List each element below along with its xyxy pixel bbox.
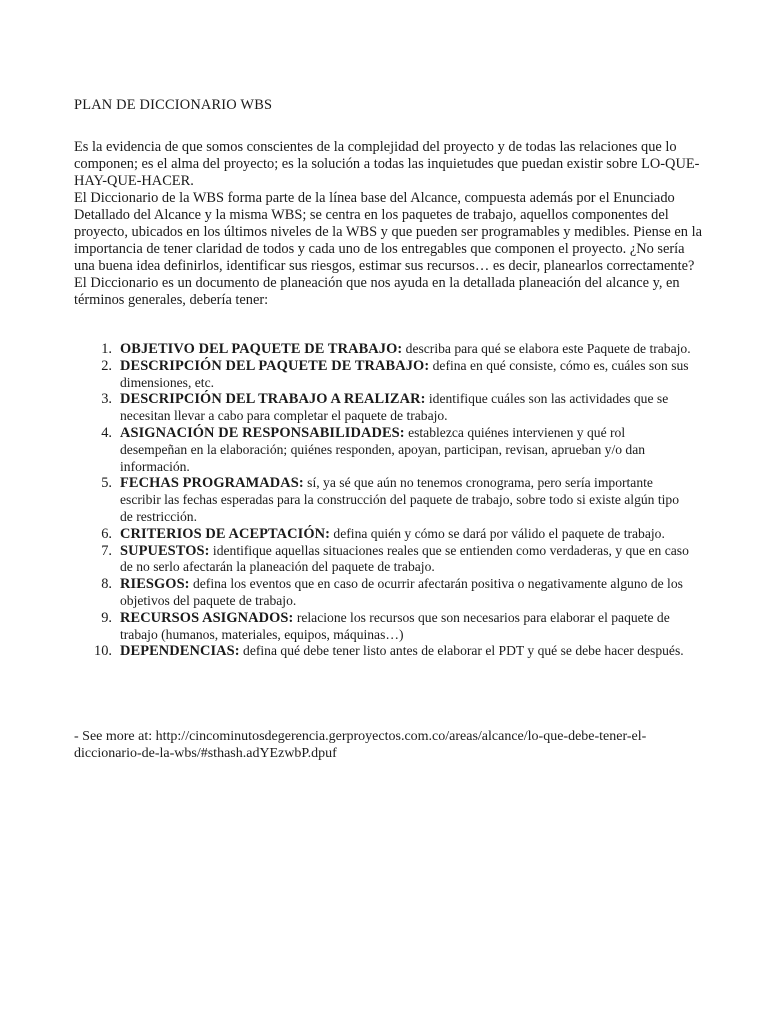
list-item-text: establezca quiénes intervienen y qué rol desempeñan en la elaboración; quiénes responden, apoyan, participan, revisan, aprueban y/o dan información. bbox=[120, 424, 646, 474]
list-item-number: 7. bbox=[101, 542, 112, 559]
list-item bbox=[74, 475, 694, 525]
list-item-heading: FECHAS PROGRAMADAS: bbox=[120, 475, 304, 492]
list-item-number: 2. bbox=[101, 357, 112, 374]
list-item bbox=[74, 610, 694, 644]
list-item bbox=[74, 576, 694, 610]
requirements-list bbox=[74, 341, 694, 660]
list-item bbox=[74, 526, 694, 543]
list-item-number: 6. bbox=[101, 525, 112, 542]
list-item-number: 9. bbox=[101, 609, 112, 626]
list-item-number: 8. bbox=[101, 576, 112, 593]
intro-paragraph: El Diccionario de la WBS forma parte de la línea base del Alcance, compuesta además por el Enunciado Detallado del Alcance y la misma WBS; se centra en los paquetes de trabajo, aquellos componentes del proyecto, ubicados en los últimos niveles de la WBS y que pueden ser programables y medibles. Piense en la importancia de tener claridad de todos y cada uno de los entregables que componen el proyecto. ¿No sería una buena idea definirlos, identificar sus riesgos, estimar sus recursos… es decir, planearlos correctamente? bbox=[74, 190, 702, 274]
list-item-heading: DESCRIPCIÓN DEL PAQUETE DE TRABAJO: bbox=[120, 357, 430, 374]
list-item-number: 10. bbox=[94, 643, 112, 660]
list-item-text: sí, ya sé que aún no tenemos cronograma, pero sería importante escribir las fechas esperadas para la construcción del paquete de trabajo, sobre todo si existe algún tipo de restricción. bbox=[120, 475, 680, 524]
list-item-text: describa para qué se elabora este Paquete de trabajo. bbox=[402, 341, 691, 356]
document-title: PLAN DE DICCIONARIO WBS bbox=[74, 97, 273, 113]
list-item-text: defina quién y cómo se dará por válido el paquete de trabajo. bbox=[330, 525, 665, 541]
list-item-text: identifique aquellas situaciones reales que se entienden como verdaderas, y que en caso de no serlo afectarán la planeación del paquete de trabajo. bbox=[120, 542, 689, 575]
list-item-number: 4. bbox=[101, 424, 112, 441]
list-item-number: 3. bbox=[101, 391, 112, 408]
source-footer: - See more at: http://cincominutosdegerencia.gerproyectos.com.co/areas/alcance/lo-que-debe-tener-el-diccionario-de-la-wbs/#sthash.adYEzwbP.dpuf bbox=[74, 729, 647, 761]
list-item-number: 5. bbox=[101, 475, 112, 492]
list-item-heading: DESCRIPCIÓN DEL TRABAJO A REALIZAR: bbox=[120, 391, 426, 408]
list-item bbox=[74, 341, 694, 358]
list-item-heading: OBJETIVO DEL PAQUETE DE TRABAJO: bbox=[120, 341, 403, 357]
list-item-heading: SUPUESTOS: bbox=[120, 542, 210, 559]
intro-paragraph: Es la evidencia de que somos conscientes de la complejidad del proyecto y de todas las relaciones que lo componen; es el alma del proyecto; es la solución a todas las inquietudes que puedan existir sobre LO-QUE-HAY-QUE-HACER. bbox=[74, 139, 700, 189]
list-item bbox=[74, 358, 694, 392]
list-item bbox=[74, 391, 694, 425]
list-item-text: defina los eventos que en caso de ocurrir afectarán positiva o negativamente alguno de los objetivos del paquete de trabajo. bbox=[120, 576, 683, 608]
list-item bbox=[74, 543, 694, 577]
list-item-heading: RIESGOS: bbox=[120, 576, 190, 593]
list-item-text: defina en qué consiste, cómo es, cuáles son sus dimensiones, etc. bbox=[120, 357, 689, 390]
list-item-text: identifique cuáles son las actividades que se necesitan llevar a cabo para completar el paquete de trabajo. bbox=[120, 391, 669, 424]
list-item-text: relacione los recursos que son necesarios para elaborar el paquete de trabajo (humanos, materiales, equipos, máquinas…) bbox=[120, 609, 670, 642]
list-item bbox=[74, 643, 694, 660]
intro-paragraph: El Diccionario es un documento de planeación que nos ayuda en la detallada planeación del alcance y, en términos generales, debería tener: bbox=[74, 275, 680, 308]
list-item-heading: ASIGNACIÓN DE RESPONSABILIDADES: bbox=[120, 424, 405, 441]
list-item-heading: DEPENDENCIAS: bbox=[120, 643, 240, 660]
list-item-text: defina qué debe tener listo antes de elaborar el PDT y qué se debe hacer después. bbox=[239, 643, 684, 659]
list-item-heading: RECURSOS ASIGNADOS: bbox=[120, 609, 294, 626]
list-item-number: 1. bbox=[101, 341, 112, 357]
list-item-heading: CRITERIOS DE ACEPTACIÓN: bbox=[120, 525, 331, 542]
list-item bbox=[74, 425, 694, 475]
intro-section bbox=[74, 139, 704, 309]
